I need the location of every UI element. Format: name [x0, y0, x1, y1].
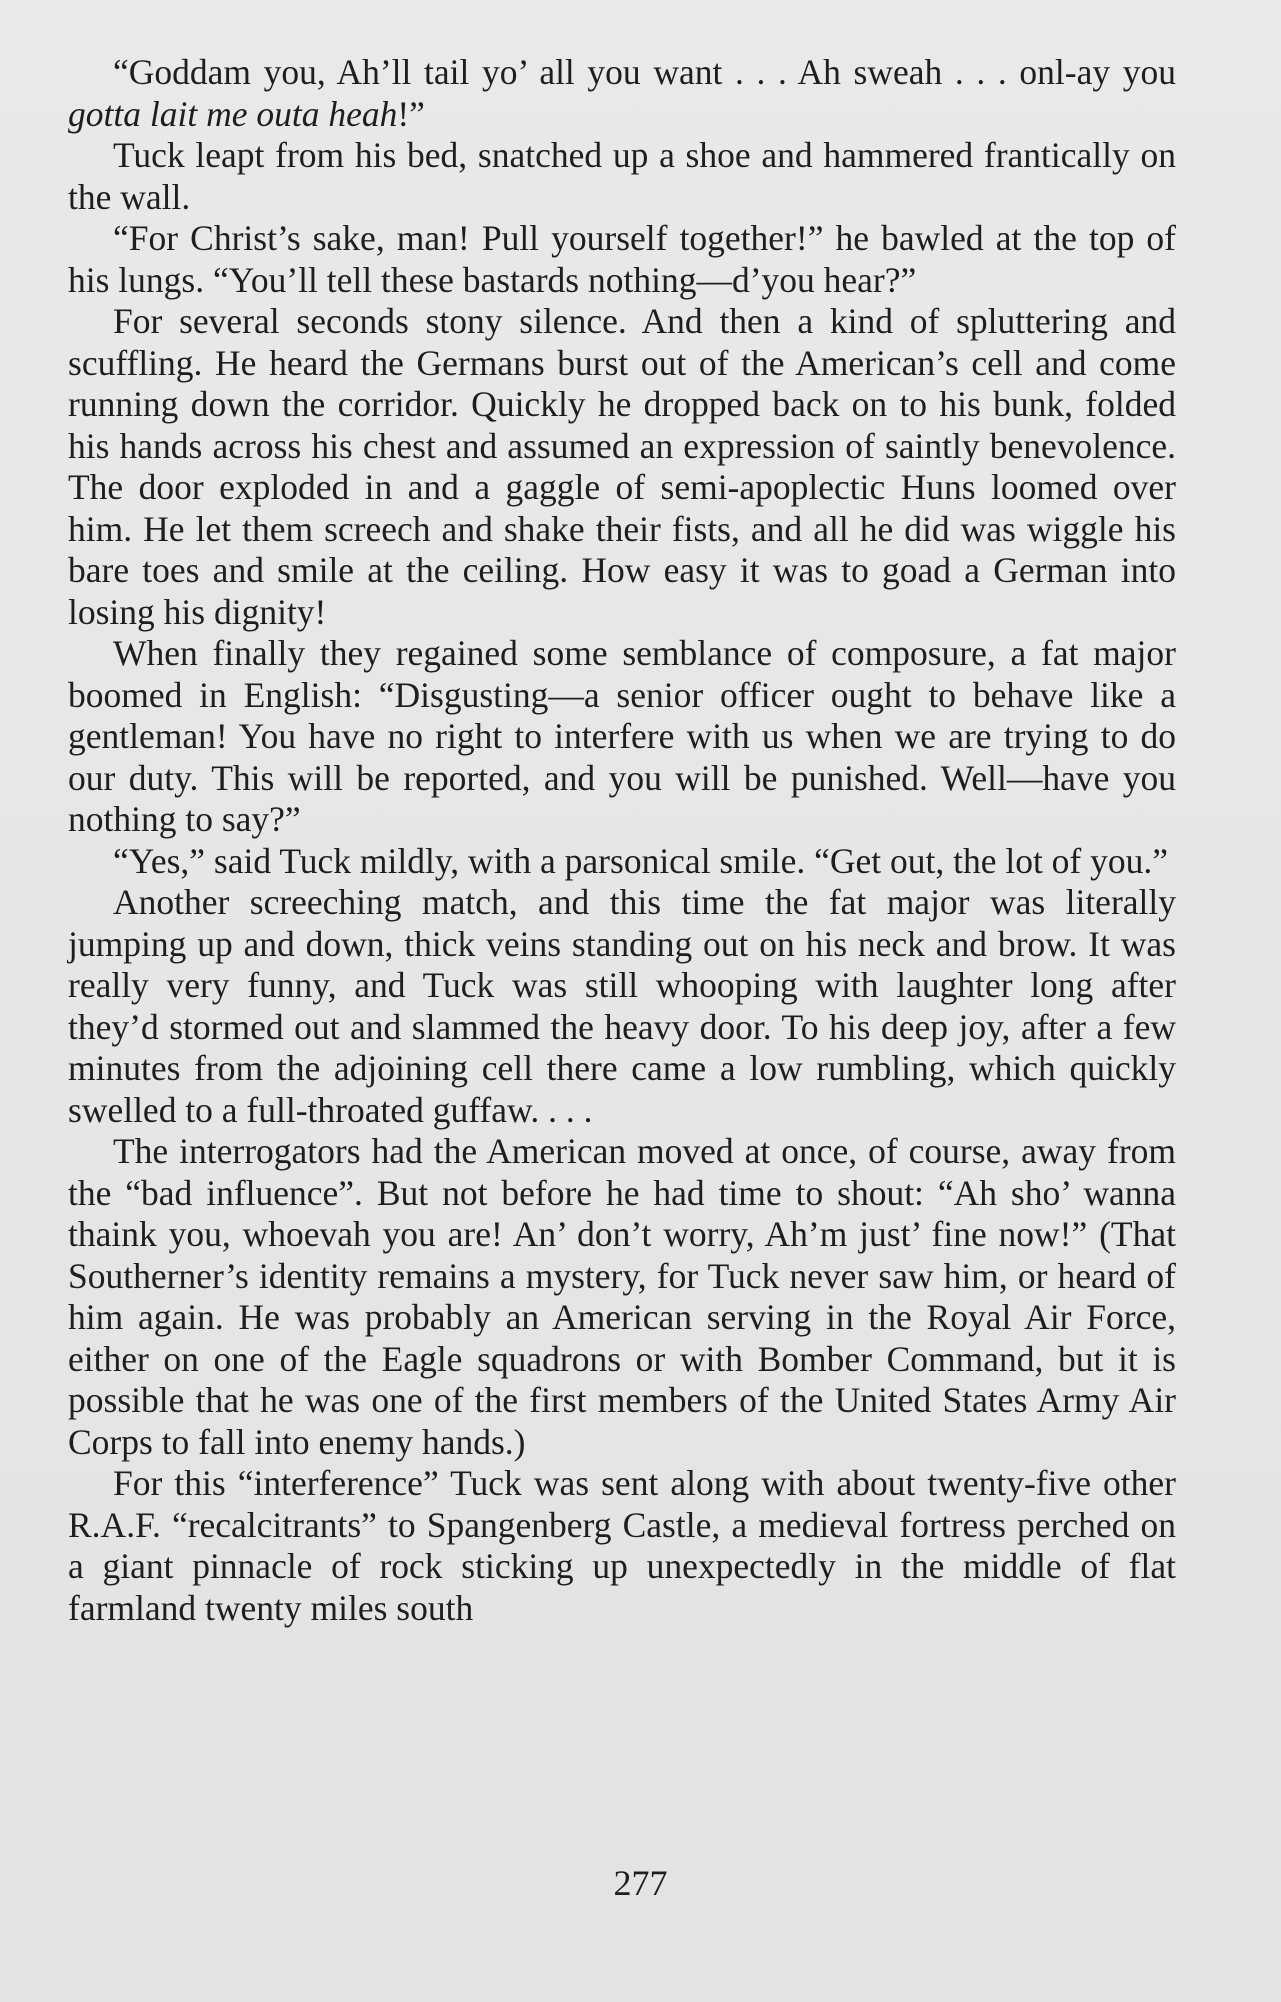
paragraph-3: “For Christ’s sake, man! Pull yourself together!” he bawled at the top of his lungs. “You’ll tell these bastards nothing—d’you hear?”: [68, 218, 1176, 300]
paragraph-2: Tuck leapt from his bed, snatched up a shoe and hammered frantically on the wall.: [68, 135, 1176, 217]
page-number: 277: [613, 1863, 668, 1903]
italic-phrase: gotta lait me outa heah: [68, 93, 398, 134]
paragraph-9: For this “interference” Tuck was sent along with about twenty-five other R.A.F. “recalcitrants” to Spangenberg Castle, a medieval fortress perched on a giant pinnacle of rock sticking up unexpectedly in the middle of flat farmland twenty miles south: [68, 1463, 1176, 1628]
paragraph-7: Another screeching match, and this time the fat major was literally jumping up and down, thick veins standing out on his neck and brow. It was really very funny, and Tuck was still whooping with laughter long after they’d stormed out and slammed the heavy door. To his deep joy, after a few minutes from the adjoining cell there came a low rumbling, which quickly swelled to a full-throated guffaw. . . .: [68, 882, 1176, 1130]
paragraph-4: For several seconds stony silence. And then a kind of spluttering and scuffling. He heard the Germans burst out of the American’s cell and come running down the corridor. Quickly he dropped back on to his bunk, folded his hands across his chest and assumed an expression of saintly benevolence. The door exploded in and a gaggle of semi-apoplectic Huns loomed over him. He let them screech and shake their fists, and all he did was wiggle his bare toes and smile at the ceiling. How easy it was to goad a German into losing his dignity!: [68, 301, 1176, 632]
paragraph-1: “Goddam you, Ah’ll tail yo’ all you want . . . Ah sweah . . . onl-ay you gotta lait me outa heah!”: [68, 52, 1176, 134]
body-text: [68, 52, 1176, 1629]
paragraph-6: “Yes,” said Tuck mildly, with a parsonical smile. “Get out, the lot of you.”: [113, 840, 1169, 881]
paragraph-8: The interrogators had the American moved at once, of course, away from the “bad influence”. But not before he had time to shout: “Ah sho’ wanna thaink you, whoevah you are! An’ don’t worry, Ah’m just’ fine now!” (That Southerner’s identity remains a mystery, for Tuck never saw him, or heard of him again. He was probably an American serving in the Royal Air Force, either on one of the Eagle squadrons or with Bomber Command, but it is possible that he was one of the first members of the United States Army Air Corps to fall into enemy hands.): [68, 1131, 1176, 1462]
paragraph-5: When finally they regained some semblance of composure, a fat major boomed in English: “Disgusting—a senior officer ought to behave like a gentleman! You have no right to interfere with us when we are trying to do our duty. This will be reported, and you will be punished. Well—have you nothing to say?”: [68, 633, 1176, 839]
